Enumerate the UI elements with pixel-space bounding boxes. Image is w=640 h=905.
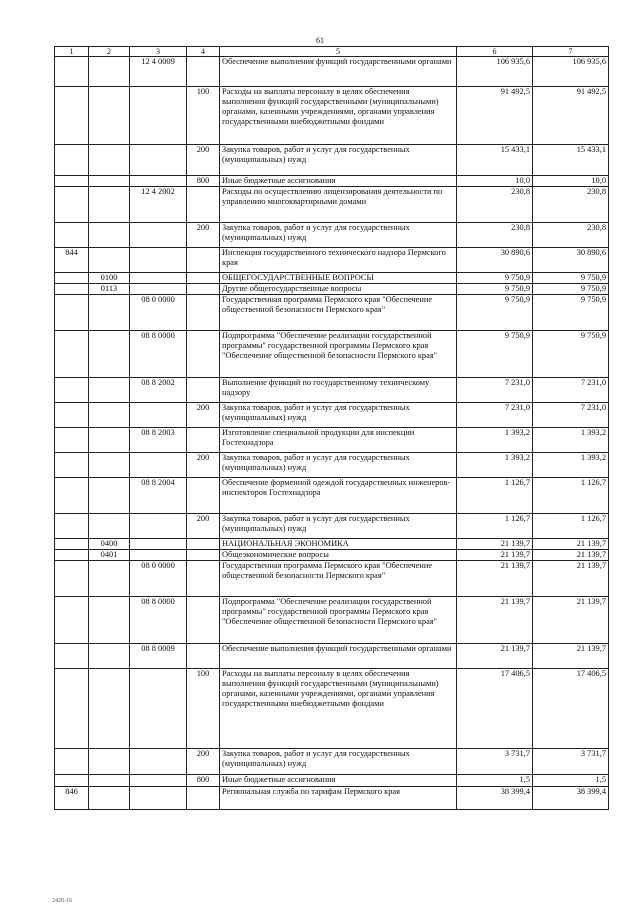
col1-cell bbox=[55, 749, 89, 775]
item-name: Закупка товаров, работ и услуг для государственных (муниципальных) нужд bbox=[220, 514, 457, 539]
table-row bbox=[55, 295, 609, 331]
table-row bbox=[55, 644, 609, 669]
col4-cell: 200 bbox=[187, 453, 220, 478]
value-col6: 21 139,7 bbox=[457, 539, 533, 550]
col1-cell bbox=[55, 428, 89, 453]
value-col7: 21 139,7 bbox=[533, 539, 609, 550]
col2-cell bbox=[89, 187, 130, 223]
col3-cell bbox=[130, 775, 187, 787]
table-row bbox=[55, 176, 609, 187]
col1-cell: 846 bbox=[55, 787, 89, 810]
value-col6: 21 139,7 bbox=[457, 644, 533, 669]
value-col7: 9 750,9 bbox=[533, 331, 609, 378]
value-col6: 21 139,7 bbox=[457, 597, 533, 644]
col2-cell bbox=[89, 597, 130, 644]
item-name: Закупка товаров, работ и услуг для государственных (муниципальных) нужд bbox=[220, 749, 457, 775]
table-row bbox=[55, 248, 609, 273]
col2-cell bbox=[89, 176, 130, 187]
col1-cell bbox=[55, 176, 89, 187]
col2-cell: 0100 bbox=[89, 273, 130, 284]
table-row bbox=[55, 787, 609, 810]
item-name: Иные бюджетные ассигнования bbox=[220, 775, 457, 787]
item-name: НАЦИОНАЛЬНАЯ ЭКОНОМИКА bbox=[220, 539, 457, 550]
col3-cell: 08 8 0000 bbox=[130, 331, 187, 378]
header-cell: 7 bbox=[533, 47, 609, 57]
col3-cell bbox=[130, 403, 187, 428]
value-col7: 1 126,7 bbox=[533, 514, 609, 539]
col4-cell bbox=[187, 550, 220, 561]
col4-cell: 800 bbox=[187, 176, 220, 187]
value-col7: 9 750,9 bbox=[533, 284, 609, 295]
table-row bbox=[55, 669, 609, 749]
col1-cell bbox=[55, 57, 89, 87]
value-col6: 7 231,0 bbox=[457, 378, 533, 403]
item-name: ОБЩЕГОСУДАРСТВЕННЫЕ ВОПРОСЫ bbox=[220, 273, 457, 284]
value-col7: 17 406,5 bbox=[533, 669, 609, 749]
value-col6: 7 231,0 bbox=[457, 403, 533, 428]
value-col6: 9 750,9 bbox=[457, 295, 533, 331]
header-cell: 2 bbox=[89, 47, 130, 57]
col4-cell: 200 bbox=[187, 514, 220, 539]
value-col7: 15 433,1 bbox=[533, 145, 609, 176]
table-row bbox=[55, 57, 609, 87]
item-name: Закупка товаров, работ и услуг для государственных (муниципальных) нужд bbox=[220, 453, 457, 478]
col1-cell bbox=[55, 550, 89, 561]
col2-cell bbox=[89, 644, 130, 669]
value-col7: 91 492,5 bbox=[533, 87, 609, 145]
value-col7: 9 750,9 bbox=[533, 273, 609, 284]
col3-cell bbox=[130, 453, 187, 478]
item-name: Расходы на выплаты персоналу в целях обеспечения выполнения функций государственными (муниципальными) органами, казенными учреждениями, органами управления государственными внебюджетными фондами bbox=[220, 87, 457, 145]
table-row bbox=[55, 561, 609, 597]
item-name: Подпрограмма "Обеспечение реализации государственной программы" государственной программы Пермского края "Обеспечение общественной безопасности Пермского края" bbox=[220, 331, 457, 378]
col1-cell bbox=[55, 223, 89, 248]
value-col6: 1 126,7 bbox=[457, 478, 533, 514]
table-row bbox=[55, 403, 609, 428]
value-col7: 30 890,6 bbox=[533, 248, 609, 273]
col2-cell bbox=[89, 223, 130, 248]
value-col7: 9 750,9 bbox=[533, 295, 609, 331]
col1-cell bbox=[55, 187, 89, 223]
table-row bbox=[55, 478, 609, 514]
col2-cell: 0400 bbox=[89, 539, 130, 550]
col1-cell bbox=[55, 644, 89, 669]
col2-cell bbox=[89, 295, 130, 331]
col3-cell bbox=[130, 145, 187, 176]
item-name: Подпрограмма "Обеспечение реализации государственной программы" государственной программы Пермского края "Обеспечение общественной безопасности Пермского края" bbox=[220, 597, 457, 644]
value-col6: 3 731,7 bbox=[457, 749, 533, 775]
col4-cell bbox=[187, 187, 220, 223]
col3-cell bbox=[130, 539, 187, 550]
table-row bbox=[55, 284, 609, 295]
budget-table bbox=[54, 46, 609, 810]
col2-cell bbox=[89, 57, 130, 87]
item-name: Инспекция государственного технического надзора Пермского края bbox=[220, 248, 457, 273]
value-col7: 21 139,7 bbox=[533, 597, 609, 644]
value-col6: 21 139,7 bbox=[457, 550, 533, 561]
col1-cell bbox=[55, 284, 89, 295]
col3-cell: 12 4 2002 bbox=[130, 187, 187, 223]
col3-cell bbox=[130, 669, 187, 749]
col4-cell bbox=[187, 248, 220, 273]
col4-cell: 100 bbox=[187, 669, 220, 749]
value-col7: 106 935,6 bbox=[533, 57, 609, 87]
col1-cell bbox=[55, 145, 89, 176]
col1-cell bbox=[55, 597, 89, 644]
col3-cell bbox=[130, 749, 187, 775]
col4-cell bbox=[187, 378, 220, 403]
item-name: Обеспечение выполнения функций государственными органами bbox=[220, 644, 457, 669]
col1-cell: 844 bbox=[55, 248, 89, 273]
item-name: Региональная служба по тарифам Пермского края bbox=[220, 787, 457, 810]
col4-cell: 200 bbox=[187, 223, 220, 248]
table-row bbox=[55, 87, 609, 145]
col3-cell bbox=[130, 223, 187, 248]
value-col7: 7 231,0 bbox=[533, 403, 609, 428]
value-col7: 7 231,0 bbox=[533, 378, 609, 403]
col3-cell: 08 8 2003 bbox=[130, 428, 187, 453]
table-row bbox=[55, 223, 609, 248]
value-col6: 91 492,5 bbox=[457, 87, 533, 145]
value-col6: 10,0 bbox=[457, 176, 533, 187]
value-col7: 230,8 bbox=[533, 223, 609, 248]
value-col6: 15 433,1 bbox=[457, 145, 533, 176]
col1-cell bbox=[55, 478, 89, 514]
value-col7: 1,5 bbox=[533, 775, 609, 787]
col2-cell bbox=[89, 248, 130, 273]
item-name: Изготовление специальной продукции для инспекции Гостехнадзора bbox=[220, 428, 457, 453]
col2-cell bbox=[89, 87, 130, 145]
col4-cell: 200 bbox=[187, 145, 220, 176]
value-col6: 230,8 bbox=[457, 187, 533, 223]
col2-cell bbox=[89, 775, 130, 787]
header-row bbox=[55, 47, 609, 57]
col4-cell bbox=[187, 597, 220, 644]
col2-cell bbox=[89, 669, 130, 749]
col2-cell bbox=[89, 514, 130, 539]
col3-cell bbox=[130, 273, 187, 284]
col2-cell bbox=[89, 378, 130, 403]
value-col6: 1,5 bbox=[457, 775, 533, 787]
col3-cell bbox=[130, 87, 187, 145]
item-name: Государственная программа Пермского края "Обеспечение общественной безопасности Пермского края" bbox=[220, 561, 457, 597]
col4-cell: 200 bbox=[187, 403, 220, 428]
table-row bbox=[55, 273, 609, 284]
value-col6: 1 393,2 bbox=[457, 428, 533, 453]
col1-cell bbox=[55, 378, 89, 403]
col4-cell bbox=[187, 539, 220, 550]
value-col6: 230,8 bbox=[457, 223, 533, 248]
header-cell: 5 bbox=[220, 47, 457, 57]
table-row bbox=[55, 331, 609, 378]
col1-cell bbox=[55, 273, 89, 284]
value-col7: 21 139,7 bbox=[533, 561, 609, 597]
header-cell: 1 bbox=[55, 47, 89, 57]
value-col7: 3 731,7 bbox=[533, 749, 609, 775]
header-cell: 4 bbox=[187, 47, 220, 57]
value-col6: 21 139,7 bbox=[457, 561, 533, 597]
page-number: 61 bbox=[316, 36, 324, 45]
table-row bbox=[55, 145, 609, 176]
col2-cell: 0113 bbox=[89, 284, 130, 295]
value-col6: 9 750,9 bbox=[457, 273, 533, 284]
value-col6: 9 750,9 bbox=[457, 331, 533, 378]
col4-cell bbox=[187, 787, 220, 810]
item-name: Государственная программа Пермского края "Обеспечение общественной безопасности Пермского края" bbox=[220, 295, 457, 331]
col2-cell bbox=[89, 787, 130, 810]
col2-cell bbox=[89, 331, 130, 378]
col4-cell bbox=[187, 273, 220, 284]
col4-cell bbox=[187, 295, 220, 331]
value-col6: 17 406,5 bbox=[457, 669, 533, 749]
col3-cell: 12 4 0009 bbox=[130, 57, 187, 87]
col4-cell: 800 bbox=[187, 775, 220, 787]
col1-cell bbox=[55, 453, 89, 478]
col3-cell bbox=[130, 248, 187, 273]
footer-code: 2420-16 bbox=[52, 898, 72, 904]
col2-cell bbox=[89, 749, 130, 775]
value-col6: 1 126,7 bbox=[457, 514, 533, 539]
value-col6: 1 393,2 bbox=[457, 453, 533, 478]
item-name: Закупка товаров, работ и услуг для государственных (муниципальных) нужд bbox=[220, 145, 457, 176]
value-col7: 230,8 bbox=[533, 187, 609, 223]
col1-cell bbox=[55, 561, 89, 597]
col4-cell bbox=[187, 644, 220, 669]
col1-cell bbox=[55, 514, 89, 539]
item-name: Расходы по осуществлению лицензирования деятельности по управлению многоквартирными домами bbox=[220, 187, 457, 223]
col4-cell bbox=[187, 57, 220, 87]
table-row bbox=[55, 428, 609, 453]
col3-cell bbox=[130, 787, 187, 810]
col2-cell: 0401 bbox=[89, 550, 130, 561]
table-row bbox=[55, 775, 609, 787]
value-col6: 106 935,6 bbox=[457, 57, 533, 87]
value-col7: 21 139,7 bbox=[533, 550, 609, 561]
col3-cell bbox=[130, 514, 187, 539]
col3-cell: 08 0 0000 bbox=[130, 561, 187, 597]
value-col6: 38 399,4 bbox=[457, 787, 533, 810]
col1-cell bbox=[55, 331, 89, 378]
value-col7: 1 393,2 bbox=[533, 453, 609, 478]
col3-cell: 08 0 0000 bbox=[130, 295, 187, 331]
value-col7: 21 139,7 bbox=[533, 644, 609, 669]
col1-cell bbox=[55, 87, 89, 145]
item-name: Расходы на выплаты персоналу в целях обеспечения выполнения функций государственными (муниципальными) органами, казенными учреждениями, органами управления государственными внебюджетными фондами bbox=[220, 669, 457, 749]
table-row bbox=[55, 378, 609, 403]
col1-cell bbox=[55, 669, 89, 749]
col3-cell: 08 8 0000 bbox=[130, 597, 187, 644]
col3-cell bbox=[130, 284, 187, 295]
item-name: Обеспечение выполнения функций государственными органами bbox=[220, 57, 457, 87]
col1-cell bbox=[55, 403, 89, 428]
col1-cell bbox=[55, 295, 89, 331]
item-name: Общеэкономические вопросы bbox=[220, 550, 457, 561]
col3-cell bbox=[130, 176, 187, 187]
col2-cell bbox=[89, 453, 130, 478]
value-col7: 1 393,2 bbox=[533, 428, 609, 453]
item-name: Закупка товаров, работ и услуг для государственных (муниципальных) нужд bbox=[220, 223, 457, 248]
col2-cell bbox=[89, 561, 130, 597]
col4-cell bbox=[187, 331, 220, 378]
col2-cell bbox=[89, 403, 130, 428]
col2-cell bbox=[89, 478, 130, 514]
item-name: Иные бюджетные ассигнования bbox=[220, 176, 457, 187]
item-name: Закупка товаров, работ и услуг для государственных (муниципальных) нужд bbox=[220, 403, 457, 428]
table-row bbox=[55, 453, 609, 478]
value-col7: 10,0 bbox=[533, 176, 609, 187]
item-name: Выполнение функций по государственному техническому надзору bbox=[220, 378, 457, 403]
value-col7: 1 126,7 bbox=[533, 478, 609, 514]
table-row bbox=[55, 749, 609, 775]
table-row bbox=[55, 514, 609, 539]
col3-cell: 08 8 0009 bbox=[130, 644, 187, 669]
col2-cell bbox=[89, 145, 130, 176]
item-name: Обеспечение форменной одеждой государственных инженеров-инспекторов Гостехнадзора bbox=[220, 478, 457, 514]
value-col7: 38 399,4 bbox=[533, 787, 609, 810]
col4-cell bbox=[187, 284, 220, 295]
value-col6: 9 750,9 bbox=[457, 284, 533, 295]
table-row bbox=[55, 187, 609, 223]
header-cell: 6 bbox=[457, 47, 533, 57]
header-cell: 3 bbox=[130, 47, 187, 57]
col3-cell: 08 8 2004 bbox=[130, 478, 187, 514]
col3-cell: 08 8 2002 bbox=[130, 378, 187, 403]
col1-cell bbox=[55, 775, 89, 787]
table-row bbox=[55, 550, 609, 561]
col1-cell bbox=[55, 539, 89, 550]
col3-cell bbox=[130, 550, 187, 561]
value-col6: 30 890,6 bbox=[457, 248, 533, 273]
col4-cell: 100 bbox=[187, 87, 220, 145]
col2-cell bbox=[89, 428, 130, 453]
item-name: Другие общегосударственные вопросы bbox=[220, 284, 457, 295]
col4-cell: 200 bbox=[187, 749, 220, 775]
col4-cell bbox=[187, 561, 220, 597]
col4-cell bbox=[187, 428, 220, 453]
col4-cell bbox=[187, 478, 220, 514]
table-body bbox=[55, 47, 609, 810]
table-row bbox=[55, 597, 609, 644]
table-row bbox=[55, 539, 609, 550]
